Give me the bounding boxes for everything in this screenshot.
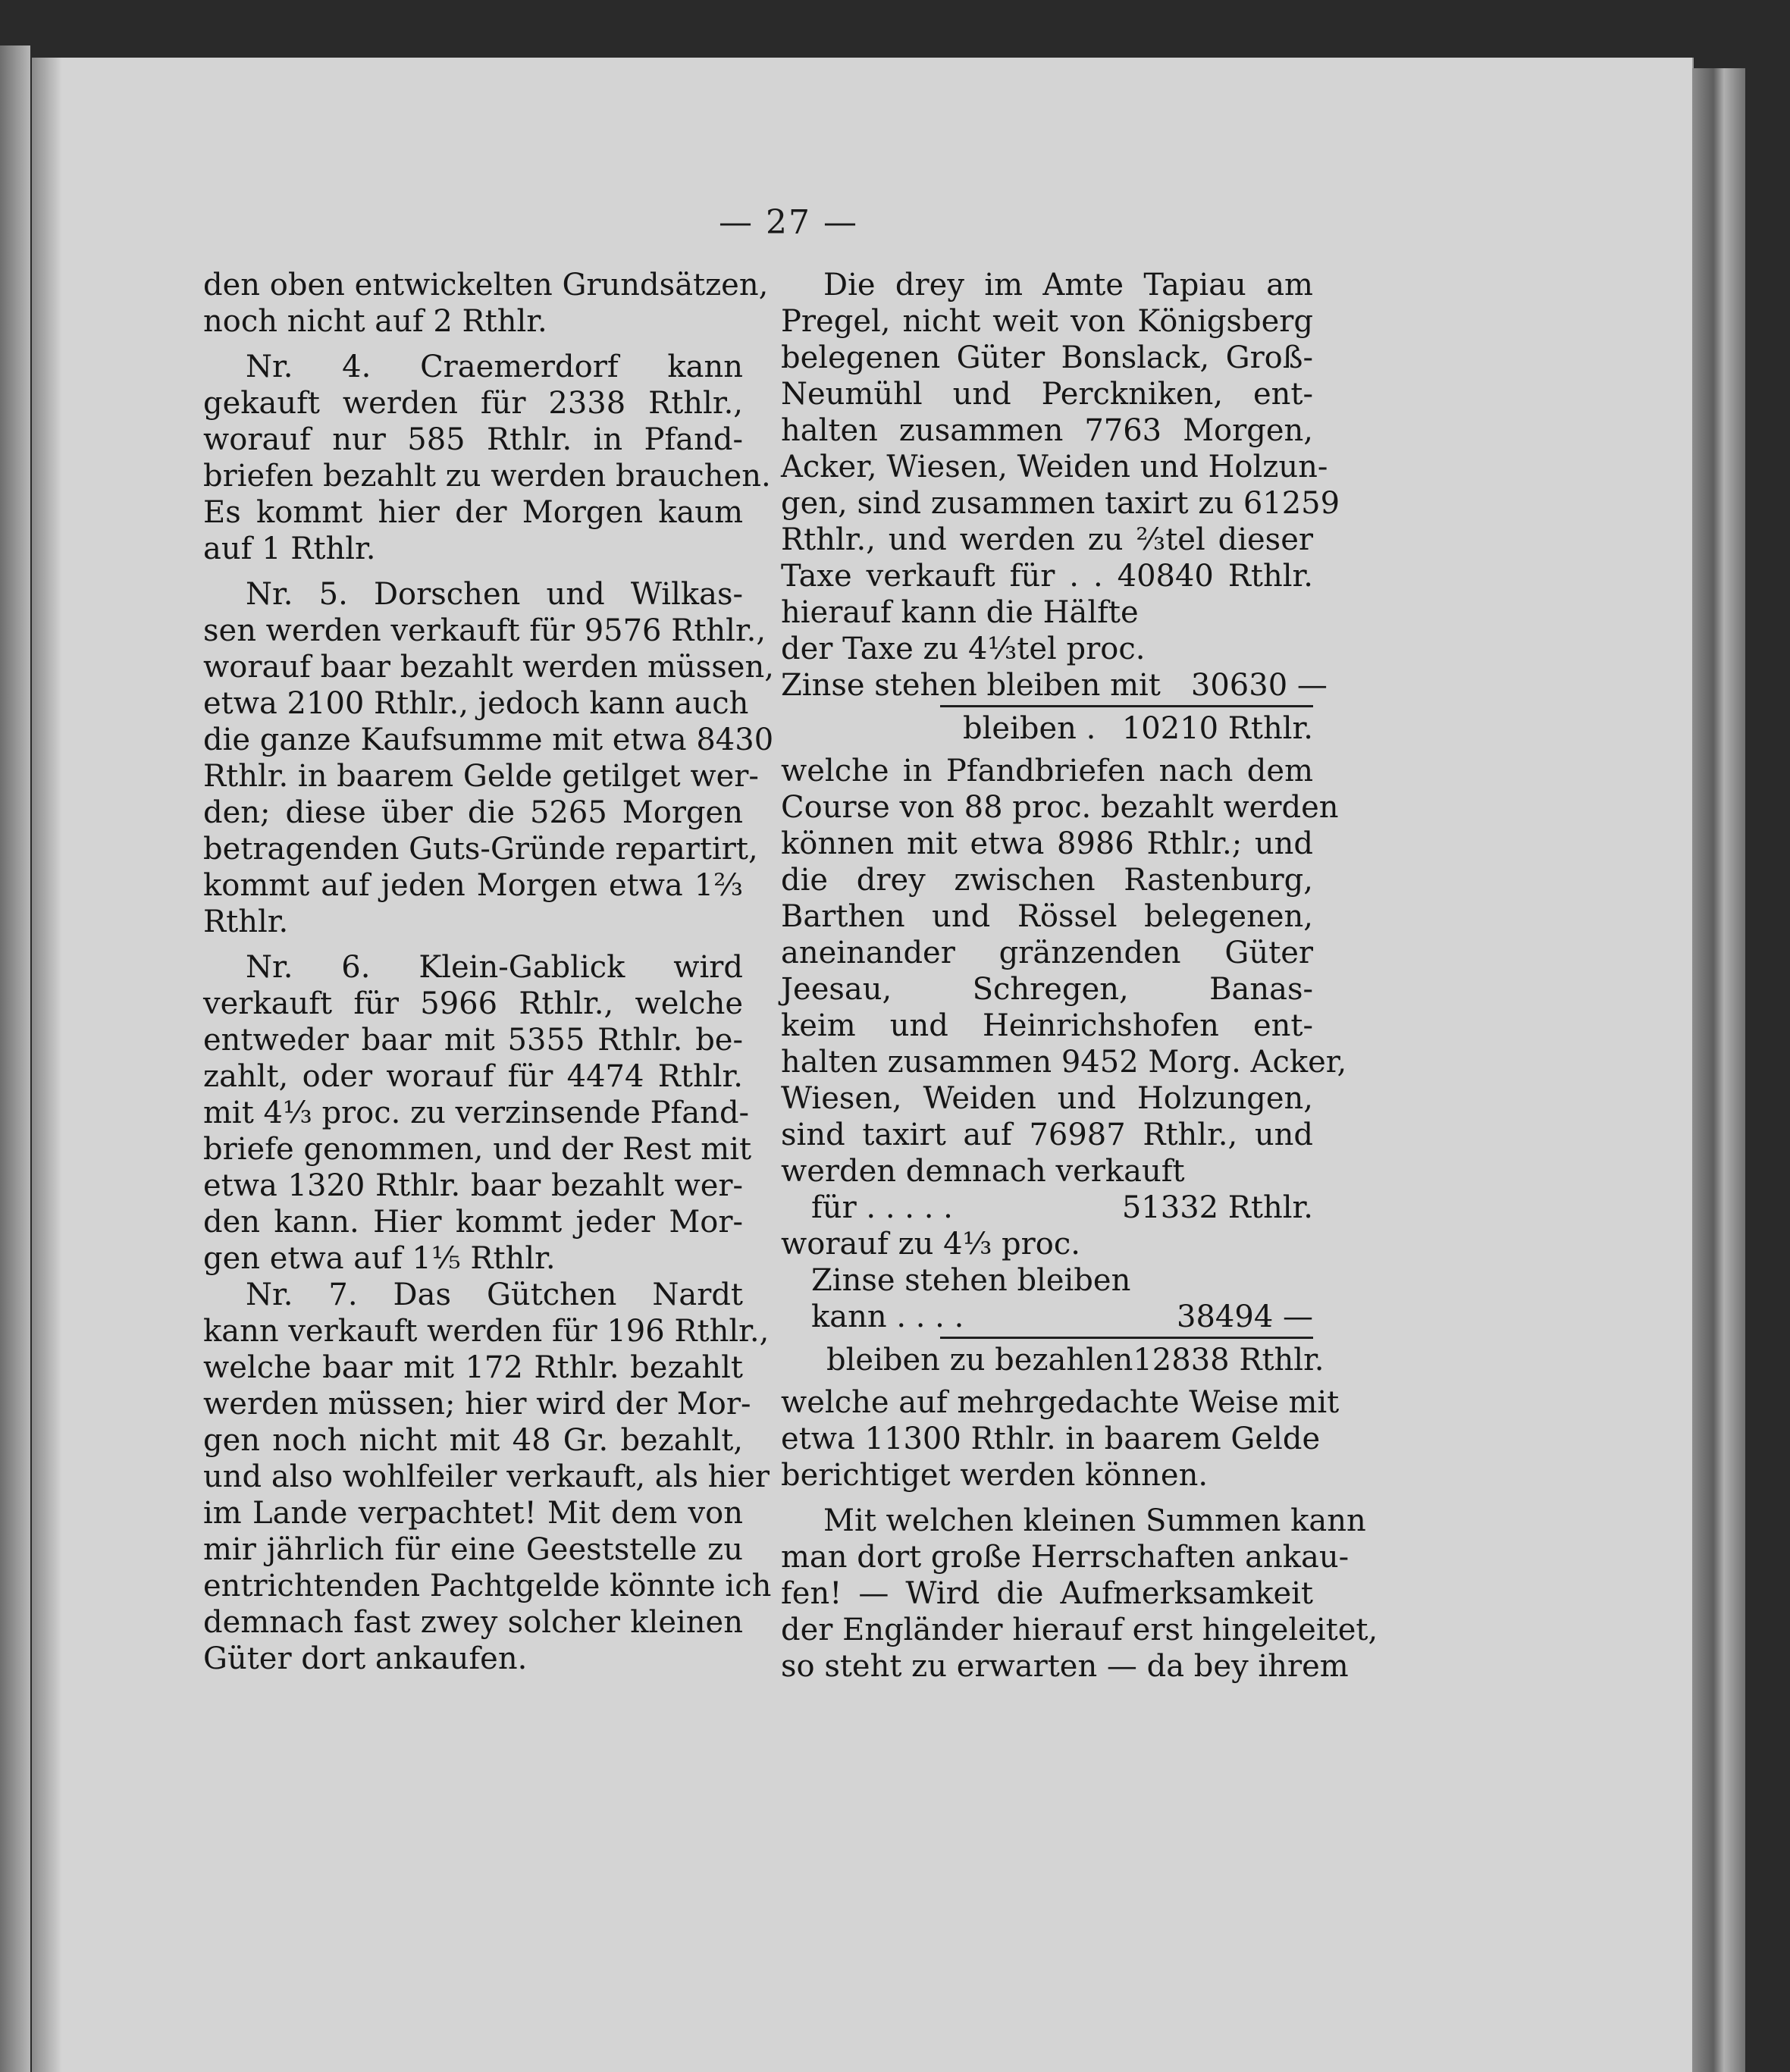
text-line: entrichtenden Pachtgelde könnte ich <box>203 1569 772 1603</box>
text-line: etwa 1320 Rthlr. baar bezahlt wer- <box>203 1168 743 1203</box>
text-line: betragenden Guts-Gründe repartirt, <box>203 832 758 867</box>
calc-row <box>781 1190 1313 1226</box>
calc-value: 10210 Rthlr. <box>1121 711 1313 746</box>
text-line: Nr. 7. Das Gütchen Nardt <box>246 1277 743 1312</box>
calc-row <box>781 667 1328 704</box>
calc-value: 30630 — <box>1190 668 1328 703</box>
text-line: etwa 11300 Rthlr. in baarem Gelde <box>781 1422 1321 1456</box>
calc-label: Zinse stehen bleiben <box>811 1263 1131 1298</box>
text-line: und also wohlfeiler verkauft, als hier <box>203 1459 770 1494</box>
calc-label: kann . . . . <box>811 1299 964 1334</box>
calc-value: 38494 — <box>1177 1299 1313 1334</box>
calc-row <box>781 1226 1313 1262</box>
text-line: welche auf mehrgedachte Weise mit <box>781 1385 1340 1420</box>
text-line: noch nicht auf 2 Rthlr. <box>203 304 547 339</box>
text-line: Nr. 4. Craemerdorf kann <box>246 350 743 384</box>
text-line: der Engländer hierauf erst hingeleitet, <box>781 1613 1378 1647</box>
text-line: briefe genommen, und der Rest mit <box>203 1132 752 1167</box>
page-number: — 27 — <box>719 203 858 242</box>
right-column-part-c <box>781 1384 1378 1685</box>
text-line: Rthlr. <box>203 904 289 939</box>
left-page-edge <box>0 45 30 2072</box>
text-line: entweder baar mit 5355 Rthlr. be- <box>203 1023 743 1058</box>
text-line: auf 1 Rthlr. <box>203 531 376 566</box>
page-stack-edge <box>1692 68 1745 2072</box>
text-line: kann verkauft werden für 196 Rthlr., <box>203 1314 770 1349</box>
text-line: Rthlr. in baarem Gelde getilget wer- <box>203 759 759 794</box>
text-line: können mit etwa 8986 Rthlr.; und <box>781 826 1313 861</box>
text-line: Taxe verkauft für . . 40840 Rthlr. <box>781 559 1313 594</box>
text-line: im Lande verpachtet! Mit dem von <box>203 1496 743 1531</box>
text-line: kommt auf jeden Morgen etwa 1⅔ <box>203 868 743 903</box>
text-line: gen noch nicht mit 48 Gr. bezahlt, <box>203 1423 743 1458</box>
text-line: worauf baar bezahlt werden müssen, <box>203 650 774 685</box>
text-line: Nr. 5. Dorschen und Wilkas- <box>246 577 743 612</box>
text-line: berichtiget werden können. <box>781 1458 1208 1493</box>
text-line: Mit welchen kleinen Summen kann <box>823 1503 1366 1538</box>
calc-label: bleiben zu bezahlen <box>826 1343 1133 1378</box>
text-line: man dort große Herrschaften ankau- <box>781 1540 1350 1575</box>
text-line: Jeesau, Schregen, Banas- <box>781 972 1313 1007</box>
calc-value: 12838 Rthlr. <box>1133 1343 1324 1378</box>
right-column <box>781 267 1378 1685</box>
text-line: Nr. 6. Klein-Gablick wird <box>246 950 743 985</box>
text-line: welche in Pfandbriefen nach dem <box>781 754 1313 788</box>
gutter-shadow <box>32 58 62 2072</box>
sum-rule <box>940 705 1313 707</box>
text-line: worauf nur 585 Rthlr. in Pfand- <box>203 422 743 457</box>
text-line: Pregel, nicht weit von Königsberg <box>781 304 1313 339</box>
text-line: so steht zu erwarten — da bey ihrem <box>781 1649 1349 1684</box>
calc-label: für . . . . . <box>811 1190 953 1225</box>
right-column-part-b <box>781 753 1347 1190</box>
text-line: den oben entwickelten Grundsätzen, <box>203 268 769 302</box>
text-line: aneinander gränzenden Güter <box>781 936 1313 970</box>
text-line: fen! — Wird die Aufmerksamkeit <box>781 1576 1313 1611</box>
calc-label: worauf zu 4⅓ proc. <box>781 1227 1080 1262</box>
calculation-block-2 <box>781 1190 1324 1378</box>
text-line: gekauft werden für 2338 Rthlr., <box>203 386 743 421</box>
text-line: den; diese über die 5265 Morgen <box>203 795 743 830</box>
text-line: Güter dort ankaufen. <box>203 1641 528 1676</box>
text-line: den kann. Hier kommt jeder Mor- <box>203 1205 743 1240</box>
text-line: sind taxirt auf 76987 Rthlr., und <box>781 1118 1313 1152</box>
text-line: briefen bezahlt zu werden brauchen. <box>203 459 771 494</box>
text-line: Course von 88 proc. bezahlt werden <box>781 790 1339 825</box>
text-line: werden müssen; hier wird der Mor- <box>203 1387 751 1422</box>
text-line: der Taxe zu 4⅓tel proc. <box>781 632 1146 666</box>
text-line: mit 4⅓ proc. zu verzinsende Pfand- <box>203 1096 750 1130</box>
calc-row <box>781 1262 1313 1299</box>
calc-label: Zinse stehen bleiben mit <box>781 668 1161 703</box>
text-line: halten zusammen 9452 Morg. Acker, <box>781 1045 1347 1080</box>
text-line: Neumühl und Perckniken, ent- <box>781 377 1313 412</box>
text-line: Rthlr., und werden zu ⅔tel dieser <box>781 522 1313 557</box>
text-line: demnach fast zwey solcher kleinen <box>203 1605 743 1640</box>
text-line: Es kommt hier der Morgen kaum <box>203 495 743 530</box>
text-line: Die drey im Amte Tapiau am <box>823 268 1313 302</box>
left-column <box>203 267 774 1677</box>
text-line: mir jährlich für eine Geeststelle zu <box>203 1532 743 1567</box>
text-line: halten zusammen 7763 Morgen, <box>781 413 1313 448</box>
text-line: Acker, Wiesen, Weiden und Holzun- <box>781 450 1328 484</box>
text-line: etwa 2100 Rthlr., jedoch kann auch <box>203 686 749 721</box>
sum-rule <box>940 1337 1313 1339</box>
text-line: sen werden verkauft für 9576 Rthlr., <box>203 613 766 648</box>
text-line: die drey zwischen Rastenburg, <box>781 863 1313 898</box>
text-line: keim und Heinrichshofen ent- <box>781 1008 1313 1043</box>
text-line: hierauf kann die Hälfte <box>781 595 1139 630</box>
right-column-part-a <box>781 267 1340 667</box>
calc-label: bleiben . <box>963 711 1096 746</box>
calc-row <box>781 1342 1324 1378</box>
calc-row <box>781 1299 1313 1335</box>
text-line: welche baar mit 172 Rthlr. bezahlt <box>203 1350 743 1385</box>
text-line: Barthen und Rössel belegenen, <box>781 899 1313 934</box>
text-line: verkauft für 5966 Rthlr., welche <box>203 986 743 1021</box>
text-line: belegenen Güter Bonslack, Groß- <box>781 340 1313 375</box>
text-line: gen, sind zusammen taxirt zu 61259 <box>781 486 1340 521</box>
text-line: die ganze Kaufsumme mit etwa 8430 <box>203 723 774 757</box>
calc-row <box>781 710 1313 747</box>
calc-value: 51332 Rthlr. <box>1121 1190 1313 1225</box>
text-line: gen etwa auf 1⅕ Rthlr. <box>203 1241 556 1276</box>
text-line: zahlt, oder worauf für 4474 Rthlr. <box>203 1059 743 1094</box>
text-line: Wiesen, Weiden und Holzungen, <box>781 1081 1313 1116</box>
calculation-block-1 <box>781 667 1328 747</box>
text-line: werden demnach verkauft <box>781 1154 1185 1189</box>
